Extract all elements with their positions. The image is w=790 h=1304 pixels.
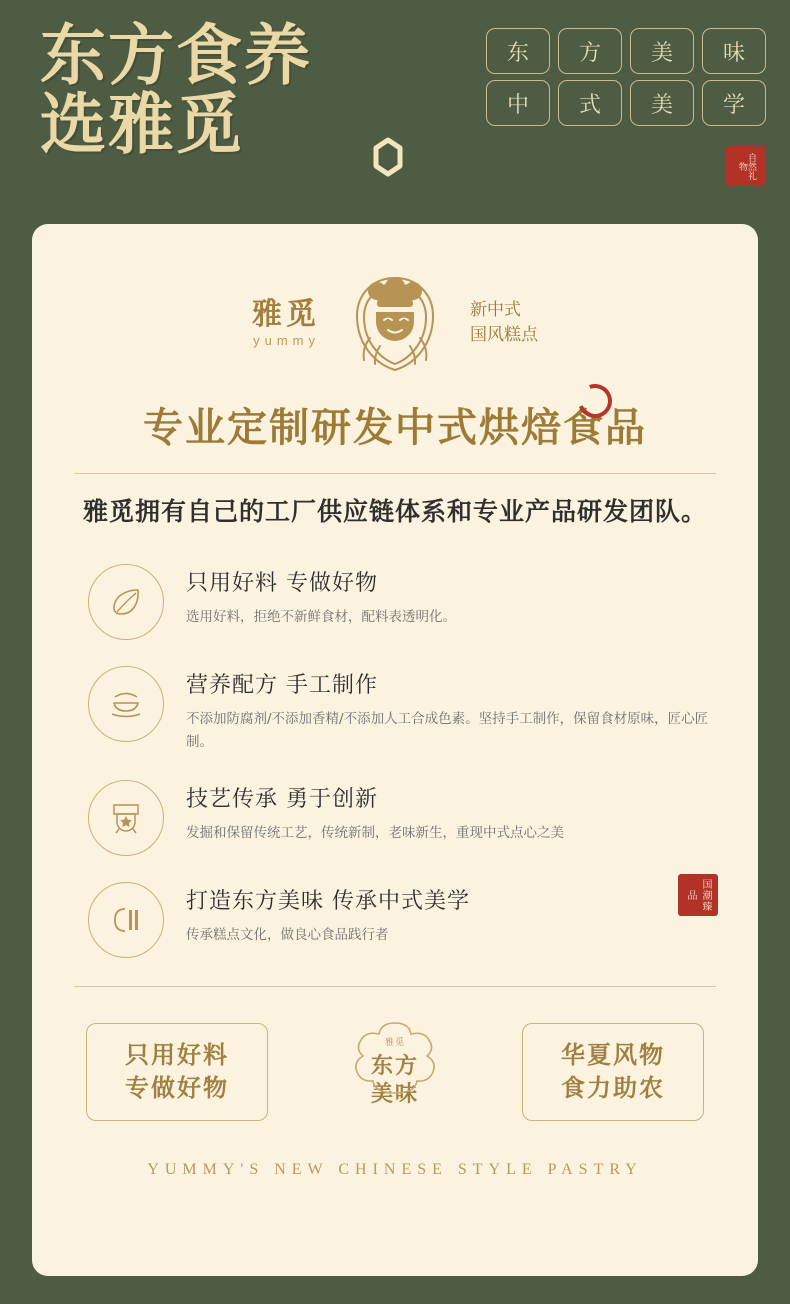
scroll-icon bbox=[88, 882, 164, 958]
badge-middle-line-2: 美味 bbox=[370, 1081, 419, 1108]
brand-row bbox=[70, 264, 720, 382]
headline-line-2: 选雅觅 bbox=[40, 86, 244, 164]
brand-name-en: yummy bbox=[253, 332, 320, 348]
feature-item-0 bbox=[70, 550, 720, 652]
tag-cell-7: 学 bbox=[702, 80, 766, 126]
leaf-icon bbox=[88, 564, 164, 640]
badge-left-line-2: 专做好物 bbox=[125, 1072, 229, 1102]
brand-subtitle bbox=[470, 298, 538, 347]
feature-text-1 bbox=[186, 664, 714, 754]
feature-desc-2: 发掘和保留传统工艺，传统新制，老味新生，重现中式点心之美 bbox=[186, 824, 564, 841]
badge-row bbox=[70, 1017, 720, 1127]
brand-logo bbox=[252, 296, 320, 348]
seal-stamp-top-text: 自然礼物 bbox=[737, 152, 756, 180]
feature-title-0: 只用好料 专做好物 bbox=[186, 571, 378, 596]
seal-stamp-middle-text: 国潮臻品 bbox=[685, 878, 711, 912]
tag-cell-0: 东 bbox=[486, 28, 550, 74]
badge-left bbox=[86, 1023, 268, 1121]
feature-text-3 bbox=[186, 880, 714, 947]
headline bbox=[40, 17, 312, 164]
feature-list bbox=[70, 550, 720, 970]
feature-text-2 bbox=[186, 778, 714, 845]
feature-text-0 bbox=[186, 562, 714, 629]
badge-middle bbox=[330, 1017, 460, 1127]
tag-cell-3: 味 bbox=[702, 28, 766, 74]
page-title bbox=[70, 396, 720, 453]
badge-left-line-1: 只用好料 bbox=[125, 1040, 229, 1070]
divider-top bbox=[74, 473, 716, 474]
badge-right-line-2: 食力助农 bbox=[561, 1072, 665, 1102]
headline-line-1: 东方食养 bbox=[40, 17, 312, 94]
feature-desc-1: 不添加防腐剂/不添加香精/不添加人工合成色素。坚持手工制作，保留食材原味，匠心匠制。 bbox=[186, 711, 709, 750]
medal-icon bbox=[88, 780, 164, 856]
cloud-frame-icon bbox=[330, 1017, 460, 1127]
brand-subtitle-line-2: 国风糕点 bbox=[470, 325, 538, 345]
tag-cell-6: 美 bbox=[630, 80, 694, 126]
page-title-text: 专业定制研发中式烘焙食品 bbox=[143, 404, 647, 451]
feature-item-1 bbox=[70, 652, 720, 766]
tag-cell-4: 中 bbox=[486, 80, 550, 126]
divider-bottom bbox=[74, 986, 716, 987]
seal-stamp-top bbox=[726, 146, 766, 186]
feature-title-2: 技艺传承 勇于创新 bbox=[186, 786, 378, 812]
chef-portrait-icon bbox=[336, 264, 454, 382]
hands-bowl-icon bbox=[88, 666, 164, 742]
tag-grid bbox=[486, 28, 766, 126]
content-card bbox=[32, 224, 758, 1276]
seal-stamp-middle bbox=[678, 874, 718, 916]
feature-item-2 bbox=[70, 766, 720, 868]
badge-middle-tiny: 雅觅 bbox=[384, 1036, 405, 1047]
lead-statement: 雅觅拥有自己的工厂供应链体系和专业产品研发团队。 bbox=[82, 497, 707, 526]
feature-title-3: 打造东方美味 传承中式美学 bbox=[186, 888, 470, 914]
feature-item-3 bbox=[70, 868, 720, 970]
tag-cell-1: 方 bbox=[558, 28, 622, 74]
tag-cell-2: 美 bbox=[630, 28, 694, 74]
tag-cell-5: 式 bbox=[558, 80, 622, 126]
poster-header bbox=[0, 0, 790, 212]
footer-tagline: YUMMY'S NEW CHINESE STYLE PASTRY bbox=[147, 1160, 643, 1178]
feature-desc-3: 传承糕点文化，做良心食品践行者 bbox=[186, 926, 389, 943]
brand-name-cn: 雅觅 bbox=[252, 296, 320, 332]
diamond-icon bbox=[368, 137, 408, 177]
feature-title-1: 营养配方 手工制作 bbox=[186, 673, 378, 698]
brand-subtitle-line-1: 新中式 bbox=[470, 300, 521, 321]
feature-desc-0: 选用好料，拒绝不新鲜食材，配料表透明化。 bbox=[186, 609, 456, 625]
badge-right bbox=[522, 1023, 704, 1121]
badge-middle-line-1: 东方 bbox=[370, 1052, 419, 1079]
badge-right-line-1: 华夏风物 bbox=[561, 1040, 665, 1070]
